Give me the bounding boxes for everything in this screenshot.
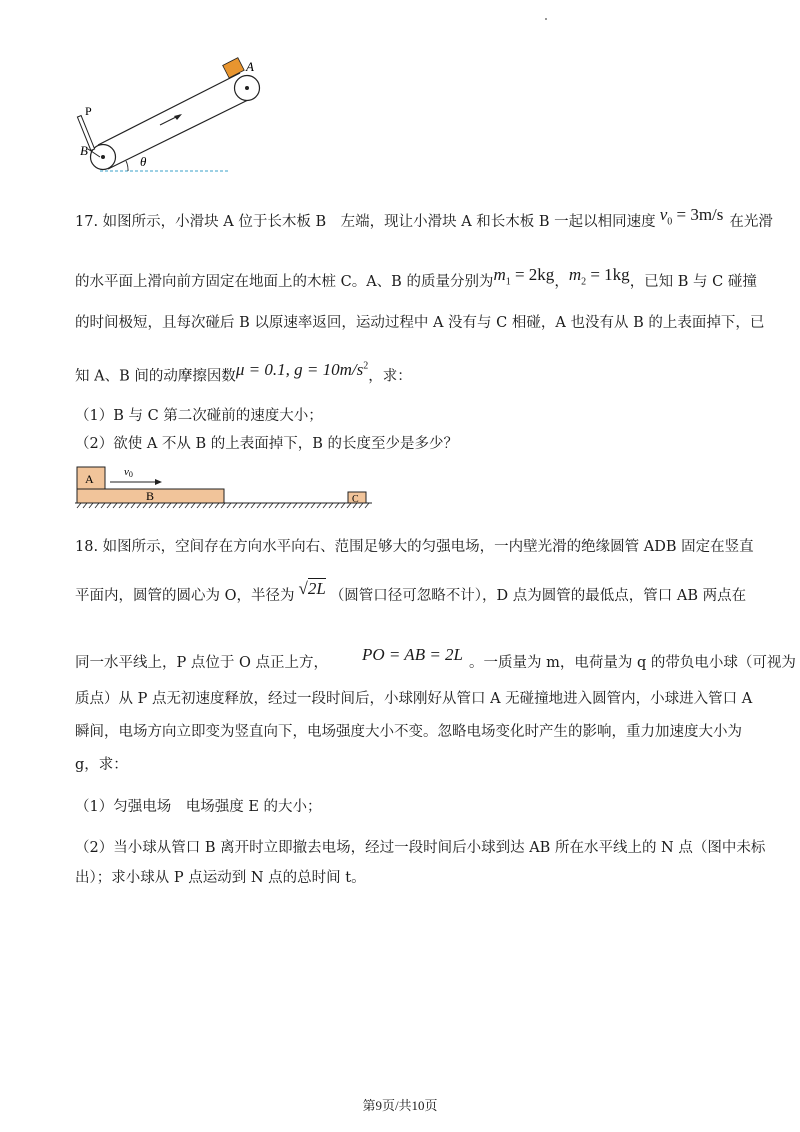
q18-text-end: 。一质量为 m，电荷量为 q 的带负电小球（可视为: [469, 655, 796, 671]
fig2-label-v0: v0: [124, 466, 133, 479]
q18-sub2-line1: （2）当小球从管口 B 离开时立即撤去电场，经过一段时间后小球到达 AB 所在水平线上的 N 点（图中未标: [75, 840, 766, 856]
figure-block-board: [72, 462, 382, 510]
q17-sub2: （2）欲使 A 不从 B 的上表面掉下，B 的长度至少是多少？: [75, 436, 459, 452]
figure-incline-conveyor: [70, 55, 270, 180]
page-footer: 第9页/共10页: [362, 1098, 438, 1113]
q17-text: 的水平面上滑向前方固定在地面上的木桩 C。A、B 的质量分别为: [75, 274, 494, 290]
separator: ，: [554, 274, 569, 290]
label-a: A: [246, 59, 254, 74]
q17-text-end: ，求：: [368, 368, 412, 385]
q17-line4: [75, 359, 412, 387]
q18-line2: [75, 579, 747, 606]
q18-line5: 瞬间，电场方向立即变为竖直向下，电场强度大小不变。忽略电场变化时产生的影响，重力加速度大小为: [75, 724, 742, 740]
m2-formula: $m_2 = 1kg$: [568, 265, 630, 288]
q17-text: 知 A、B 间的动摩擦因数: [75, 368, 236, 385]
q18-line6: g，求：: [75, 757, 128, 773]
q17-line1: [75, 205, 773, 238]
q18-text: 同一水平线上，P 点位于 O 点正上方，: [75, 655, 328, 671]
label-theta: θ: [140, 154, 147, 169]
radius-formula: √2L: [298, 579, 326, 598]
q17-line3: 的时间极短，且每次碰后 B 以原速率返回，运动过程中 A 没有与 C 相碰，A 也没有从 B 的上表面掉下，已: [75, 315, 765, 331]
fig2-label-c: C: [352, 494, 359, 505]
q17-text-end: ，已知 B 与 C 碰撞: [629, 274, 757, 290]
scan-dot: [545, 18, 547, 20]
q17-text: 17. 如图所示，小滑块 A 位于长木板 B 左端，现让小滑块 A 和长木板 B 一起以相同速度: [75, 214, 656, 230]
q17-line2: [75, 265, 757, 298]
q18-line1: 18. 如图所示，空间存在方向水平向右、范围足够大的匀强电场，一内壁光滑的绝缘圆管 ADB 固定在竖直: [75, 539, 754, 555]
po-formula: PO = AB = 2L: [361, 645, 464, 664]
q18-sub2-line2: 出）；求小球从 P 点运动到 N 点的总时间 t。: [75, 870, 366, 886]
label-p: P: [85, 104, 92, 118]
m1-formula: $m_1 = 2kg$: [493, 265, 555, 288]
label-b: B: [80, 143, 88, 158]
mu-formula: μ = 0.1, $g = 10m/s^2$: [235, 359, 369, 379]
v0-formula: $v_0 = 3m/s$: [659, 205, 724, 228]
q18-text: 平面内，圆管的圆心为 O，半径为: [75, 588, 295, 604]
q18-line4: 质点）从 P 点无初速度释放，经过一段时间后，小球刚好从管口 A 无碰撞地进入圆管内，小球进入管口 A: [75, 691, 753, 707]
q17-text-end: 在光滑: [729, 214, 773, 230]
q18-sub1: （1）匀强电场 电场强度 E 的大小；: [75, 799, 322, 815]
fig2-label-a: A: [85, 472, 94, 486]
q17-sub1: （1）B 与 C 第二次碰前的速度大小；: [75, 408, 323, 424]
q18-line3: [75, 645, 796, 673]
q18-text-end: （圆管口径可忽略不计），D 点为圆管的最低点，管口 AB 两点在: [329, 588, 747, 604]
fig2-label-b: B: [146, 489, 155, 503]
